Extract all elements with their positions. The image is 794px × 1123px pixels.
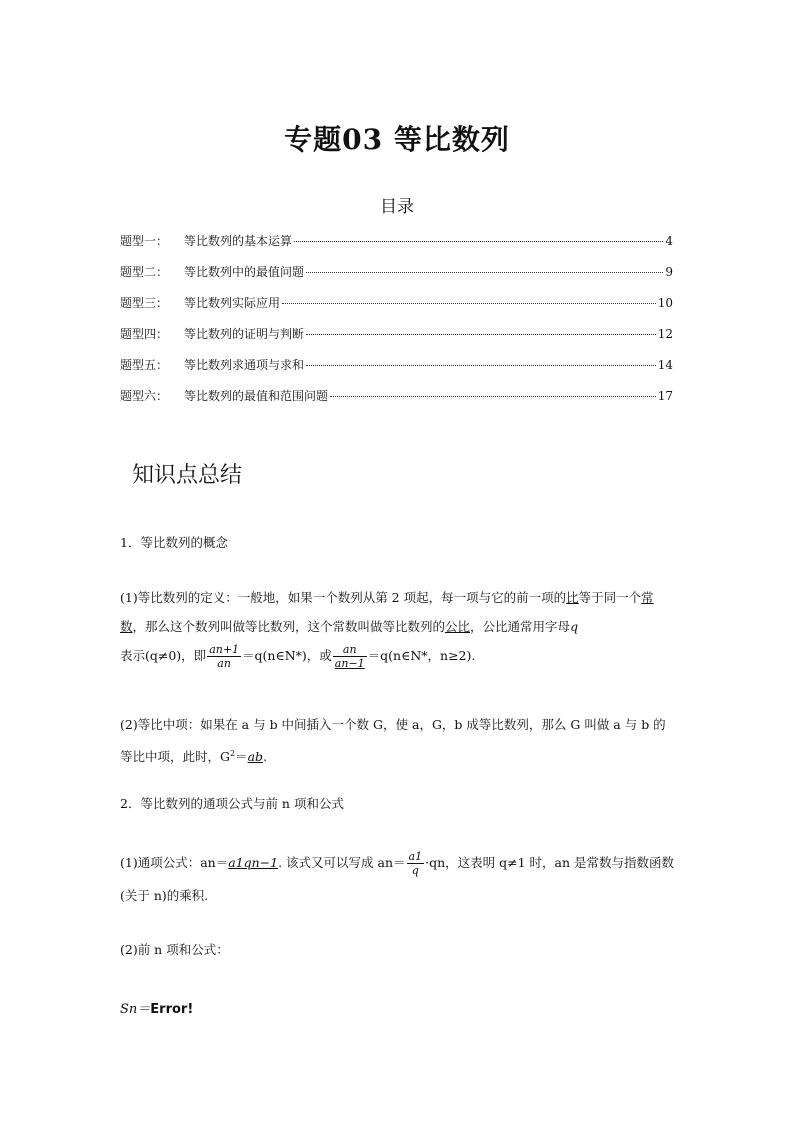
toc-item-page: 10 [657,296,673,310]
toc-item-type: 题型二： [120,265,169,279]
toc-leader-dots [330,396,656,397]
text-run: ＝q(n∈N*)，或 [242,648,332,663]
toc-item-page: 4 [665,234,673,248]
fraction-denominator: an [217,657,231,670]
toc-leader-dots [306,365,656,366]
section-heading: 知识点总结 [132,463,243,488]
toc-item-page: 12 [657,327,673,341]
geometric-mean-paragraph [120,710,675,771]
toc-item[interactable] [120,356,673,374]
text-run: ·qn，这表明 q≠1 时，an 是常数与指数函数(关于 n)的乘积. [120,855,674,903]
toc-heading: 目录 [380,197,414,217]
toc-item-type: 题型六： [120,389,169,403]
toc-item[interactable] [120,294,673,312]
text-run: (1)通项公式：an＝ [120,855,229,870]
superscript: 2 [230,749,236,758]
toc-item-name: 等比数列的最值和范围问题 [184,389,329,403]
coefficient-fraction [407,850,425,877]
text-run: (1)等比数列的定义：一般地，如果一个数列从第 2 项起，每一项与它的前一项的 [120,590,567,605]
text-run: 等于同一个 [578,590,642,605]
text-run: ，那么这个数列叫做等比数列，这个常数叫做等比数列的 [132,619,446,634]
text-run: (2)等比中项：如果在 a 与 b 中间插入一个数 G，使 a，G，b 成等比数列，那么 G 叫做 a 与 b 的等比中项，此时，G [120,717,666,765]
ratio-fraction [333,643,367,670]
fraction-numerator: an [333,643,367,657]
toc-item[interactable] [120,263,673,281]
toc-item-page: 9 [665,265,673,279]
toc-item-type: 题型一： [120,234,169,248]
sum-error-field: Error! [150,1002,194,1017]
page-title: 专题03 等比数列 [284,123,510,156]
underlined-term: 比 [566,590,579,605]
toc-leader-dots [306,334,656,335]
text-run: ＝ [235,749,248,765]
subsection-heading-1: 1．等比数列的概念 [120,535,228,550]
toc-item-type: 题型三： [120,296,169,310]
fraction-numerator: an+1 [209,643,240,656]
ratio-fraction [207,643,241,670]
toc-item-name: 等比数列实际应用 [184,296,281,310]
text-run: . [263,749,268,765]
toc-item-page: 17 [657,389,673,403]
toc-item-type: 题型四： [120,327,169,341]
toc-leader-dots [294,241,663,242]
underlined-term: 常数 [120,590,654,634]
underlined-term: 公比 [445,619,471,634]
toc-item-name: 等比数列中的最值问题 [184,265,305,279]
underlined-term: ab [247,749,264,765]
text-run: ，公比通常用字母 [470,619,571,634]
toc-item-page: 14 [657,358,673,372]
fraction-denominator: q [411,864,419,877]
sum-formula [120,998,193,1017]
toc-item[interactable] [120,387,673,405]
sum-formula-heading: (2)前 n 项和公式： [120,942,229,957]
toc-item[interactable] [120,325,673,343]
toc-item-name: 等比数列的基本运算 [184,234,293,248]
sum-label: Sn＝ [120,1002,151,1017]
general-term-paragraph [120,846,675,912]
text-run: q [570,619,579,634]
text-run: . 该式又可以写成 an＝ [278,855,406,870]
underlined-term: a1qn−1 [228,855,279,870]
toc-item-type: 题型五： [120,358,169,372]
toc-item-name: 等比数列求通项与求和 [184,358,305,372]
toc-leader-dots [306,272,663,273]
subsection-heading-2: 2．等比数列的通项公式与前 n 项和公式 [120,796,344,811]
toc-item-name: 等比数列的证明与判断 [184,327,305,341]
definition-paragraph [120,583,675,670]
fraction-numerator: a1 [408,850,423,863]
fraction-denominator: an−1 [334,657,365,670]
toc-item[interactable] [120,232,673,250]
toc-leader-dots [282,303,656,304]
text-run: ＝q(n∈N*，n≥2). [367,648,476,663]
text-run: 表示(q≠0)，即 [120,648,207,663]
